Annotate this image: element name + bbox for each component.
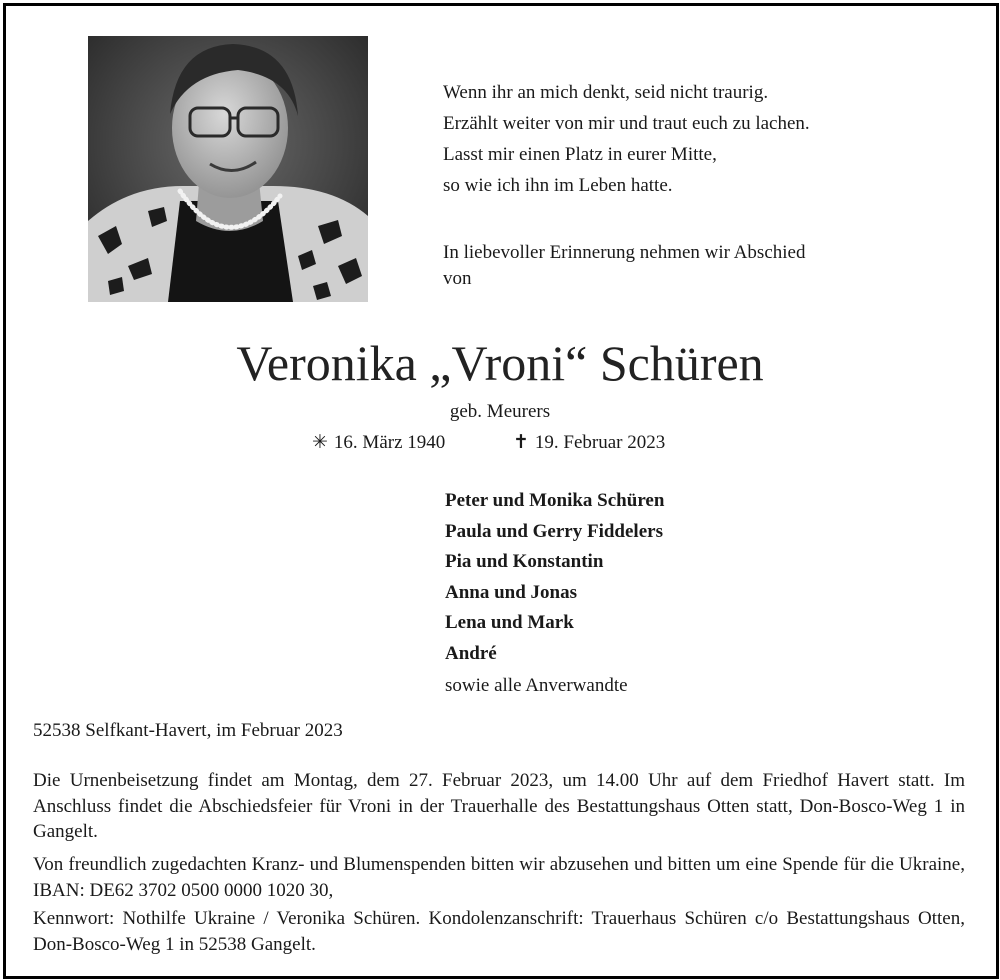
memorial-verse: [443, 77, 810, 201]
verse-line: Wenn ihr an mich denkt, seid nicht traurig.: [443, 82, 769, 103]
intro-line: von: [443, 268, 472, 289]
mourner-name: Peter und Monika Schüren: [445, 490, 665, 511]
verse-line: Lasst mir einen Platz in eurer Mitte,: [443, 144, 717, 165]
birth-star-icon: ✳: [312, 432, 328, 453]
place-date: 52538 Selfkant-Havert, im Februar 2023: [33, 720, 343, 741]
farewell-intro: [443, 240, 805, 292]
mourner-name: Lena und Mark: [445, 612, 574, 633]
mourner-name: Anna und Jonas: [445, 581, 578, 603]
condolence-notice: Kennwort: Nothilfe Ukraine / Veronika Schüren. Kondolenzanschrift: Trauerhaus Schüren c/o Bestattungshaus Otten, Don-Bosco-Weg 1 in 52538 Gangelt.: [33, 908, 965, 955]
cross-icon: ✝: [513, 432, 529, 453]
intro-line: In liebevoller Erinnerung nehmen wir Abschied: [443, 242, 806, 263]
donation-notice: Von freundlich zugedachten Kranz- und Blumenspenden bitten wir abzusehen und bitten um eine Spende für die Ukraine, IBAN: DE62 3702 0500 0000 1020 30,: [33, 854, 965, 901]
portrait-photo: [88, 36, 368, 302]
relatives-line: sowie alle Anverwandte: [445, 675, 628, 696]
portrait-drawing: [88, 36, 368, 302]
mourner-name: Pia und Konstantin: [445, 551, 604, 572]
mourner-name: André: [445, 642, 497, 664]
burial-notice: Die Urnenbeisetzung findet am Montag, dem 27. Februar 2023, um 14.00 Uhr auf dem Friedhof Havert statt. Im Anschluss findet die Abschiedsfeier für Vroni in der Trauerhalle des Bestattungshaus Otten statt, Don-Bosco-Weg 1 in Gangelt.: [33, 770, 965, 842]
mourner-name: Paula und Gerry Fiddelers: [445, 520, 663, 542]
death-date-text: 19. Februar 2023: [534, 432, 666, 453]
death-date: [513, 430, 665, 456]
birth-date-text: 16. März 1940: [333, 432, 446, 453]
deceased-name: Veronika „Vroni“ Schüren: [236, 335, 764, 391]
maiden-name: geb. Meurers: [449, 401, 551, 422]
verse-line: Erzählt weiter von mir und traut euch zu lachen.: [443, 113, 810, 134]
mourners-list: [445, 486, 664, 701]
verse-line: so wie ich ihn im Leben hatte.: [443, 175, 673, 196]
birth-date: [312, 430, 445, 456]
